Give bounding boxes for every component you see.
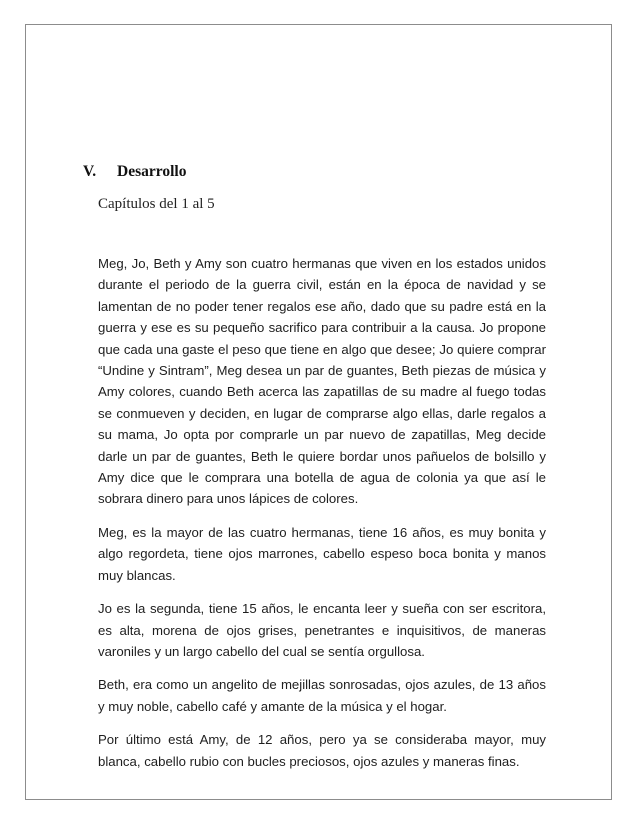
paragraph-meg: Meg, es la mayor de las cuatro hermanas, tiene 16 años, es muy bonita y algo regordeta, tiene ojos marrones, cabello espeso boca bonita y manos muy blancas. [98,524,546,583]
section-title: Desarrollo [117,163,187,180]
paragraph-beth: Beth, era como un angelito de mejillas sonrosadas, ojos azules, de 13 años y muy noble, cabello café y amante de la música y el hogar. [98,677,546,714]
chapter-subheading: Capítulos del 1 al 5 [98,196,215,212]
section-number: V. [83,163,97,180]
paragraph-summary: Meg, Jo, Beth y Amy son cuatro hermanas que viven en los estados unidos durante el periodo de la guerra civil, están en la época de navidad y se lamentan de no poder tener regalos ese año, dado que su padre está en la guerra y ese es su pequeño sacrifico para contribuir a la causa. Jo propone que cada una gaste el peso que tiene en algo que desee; Jo quiere comprar “Undine y Sintram”, Meg desea un par de guantes, Beth piezas de música y Amy colores, cuando Beth acerca las zapatillas de su madre al fuego todas se conmueven y deciden, en lugar de comprarse algo ellas, darle regalos a su mama, Jo opta por comprarle un par nuevo de zapatillas, Meg decide darle un par de guantes, Beth le quiere bordar unos pañuelos de bolsillo y Amy dice que le comprara una botella de agua de colonia ya que así le sobrara dinero para unos lápices de colores. [98,256,546,507]
paragraph-amy: Por último está Amy, de 12 años, pero ya se consideraba mayor, muy blanca, cabello rubio con bucles preciosos, ojos azules y maneras finas. [98,732,546,769]
body-text [98,253,546,784]
paragraph-jo: Jo es la segunda, tiene 15 años, le encanta leer y sueña con ser escritora, es alta, morena de ojos grises, penetrantes e inquisitivos, de maneras varoniles y un largo cabello del cual se sentía orgullosa. [98,601,546,659]
section-heading [83,163,186,181]
